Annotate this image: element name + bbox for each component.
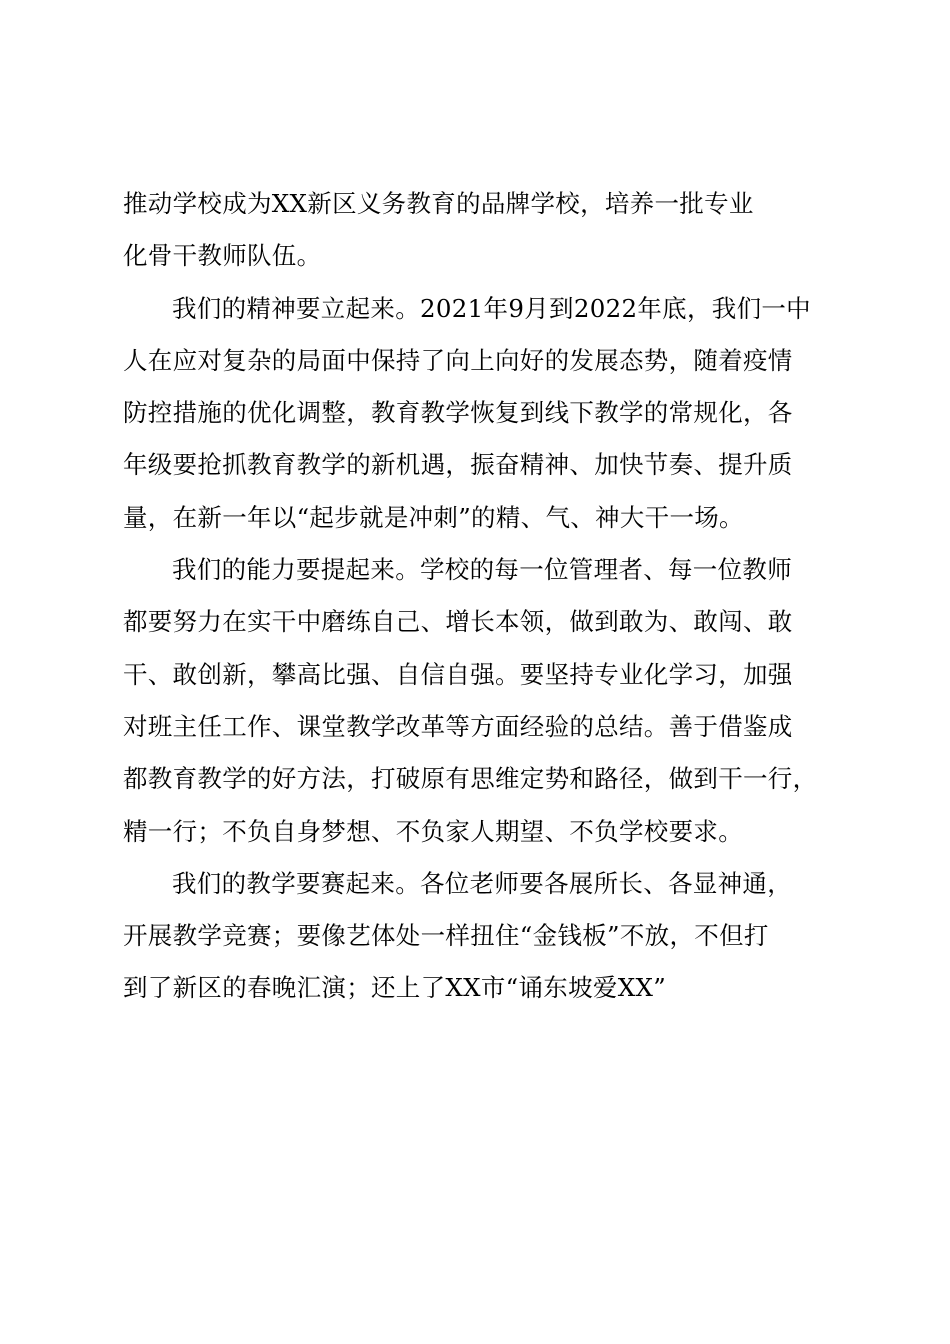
paragraph-2-line-1: 我们的精神要立起来。2021年9月到2022年底，我们一中 bbox=[172, 293, 811, 323]
paragraph-1-line-1: 推动学校成为XX新区义务教育的品牌学校，培养一批专业 bbox=[123, 189, 754, 218]
paragraph-3-line-6: 精一行；不负自身梦想、不负家人期望、不负学校要求。 bbox=[123, 816, 743, 846]
paragraph-2-line-2: 人在应对复杂的局面中保持了向上向好的发展态势，随着疫情 bbox=[123, 345, 793, 375]
paragraph-4-line-3: 到了新区的春晚汇演；还上了XX市“诵东坡爱XX” bbox=[123, 973, 667, 1003]
paragraph-4-line-1: 我们的教学要赛起来。各位老师要各展所长、各显神通， bbox=[172, 868, 792, 898]
paragraph-4-line-2: 开展教学竞赛；要像艺体处一样扭住“金钱板”不放，不但打 bbox=[123, 921, 769, 951]
paragraph-3-line-2: 都要努力在实干中磨练自己、增长本领，做到敢为、敢闯、敢 bbox=[123, 607, 793, 637]
paragraph-2-line-5: 量，在新一年以“起步就是冲刺”的精、气、神大干一场。 bbox=[123, 502, 744, 532]
document-body bbox=[123, 184, 843, 1021]
paragraph-3-line-4: 对班主任工作、课堂教学改革等方面经验的总结。善于借鉴成 bbox=[123, 711, 793, 741]
paragraph-2-line-4: 年级要抢抓教育教学的新机遇，振奋精神、加快节奏、提升质 bbox=[123, 450, 793, 480]
paragraph-3-line-5: 都教育教学的好方法，打破原有思维定势和路径，做到干一行， bbox=[123, 764, 818, 794]
paragraph-3-line-1: 我们的能力要提起来。学校的每一位管理者、每一位教师 bbox=[172, 555, 792, 585]
paragraph-1-line-2: 化骨干教师队伍。 bbox=[123, 241, 322, 271]
paragraph-3-line-3: 干、敢创新，攀高比强、自信自强。要坚持专业化学习，加强 bbox=[123, 659, 793, 689]
paragraph-2-line-3: 防控措施的优化调整，教育教学恢复到线下教学的常规化，各 bbox=[123, 398, 793, 428]
